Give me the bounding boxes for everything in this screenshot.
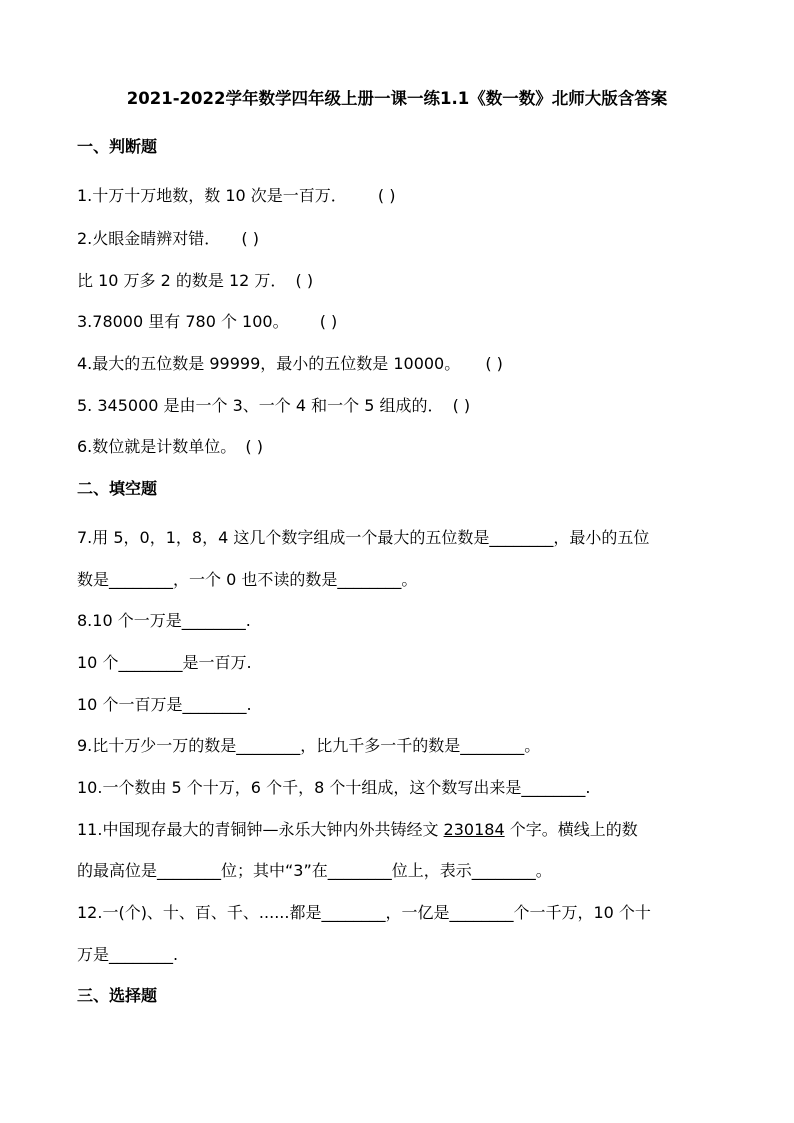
- question-2b-text: 比 10 万多 2 的数是 12 万．: [77, 271, 287, 290]
- question-6-text: 6.数位就是计数单位。: [77, 437, 237, 456]
- question-1-text: 1.十万十万地数，数 10 次是一百万．: [77, 186, 347, 205]
- question-7-line-1: 7.用 5，0，1，8，4 这几个数字组成一个最大的五位数是________，最小的五位: [77, 528, 650, 547]
- question-12-line-1: 12.一(个)、十、百、千、......都是________，一亿是________个一千万，10 个十: [77, 903, 651, 922]
- question-11-line-2: 的最高位是________位；其中“3”在________位上，表示________。: [77, 861, 552, 880]
- question-8-line-2: 10 个________是一百万.: [77, 653, 252, 672]
- question-3: [77, 311, 337, 333]
- question-5: [77, 395, 470, 417]
- section-heading-choice: 三、选择题: [77, 986, 158, 1005]
- section-heading-judge: 一、判断题: [77, 137, 158, 156]
- question-6-answer-blank: ( ): [245, 437, 263, 456]
- question-1-answer-blank: ( ): [377, 186, 396, 205]
- question-12-line-2: 万是________.: [77, 945, 179, 964]
- question-2-text: 2.火眼金睛辨对错．: [77, 229, 221, 248]
- question-5-answer-blank: ( ): [452, 396, 471, 415]
- question-11-underlined-number: 230184: [443, 820, 505, 839]
- question-4-answer-blank: ( ): [485, 354, 503, 373]
- question-2-answer-blank: ( ): [241, 229, 259, 248]
- question-11-text-b: 个字。横线上的数: [504, 820, 638, 839]
- question-3-answer-blank: ( ): [319, 312, 338, 331]
- question-5-text: 5. 345000 是由一个 3、一个 4 和一个 5 组成的．: [77, 396, 444, 415]
- document-title: 2021-2022学年数学四年级上册一课一练1.1《数一数》北师大版含答案: [126, 89, 668, 108]
- question-11-text-a: 11.中国现存最大的青铜钟—永乐大钟内外共铸经文: [77, 820, 444, 839]
- question-2b: [77, 270, 313, 292]
- question-8-line-1: 8.10 个一万是________.: [77, 611, 251, 630]
- question-8-line-3: 10 个一百万是________.: [77, 695, 252, 714]
- question-4: [77, 353, 503, 375]
- question-10: 10.一个数由 5 个十万，6 个千，8 个十组成，这个数写出来是________.: [77, 778, 591, 797]
- question-3-text: 3.78000 里有 780 个 100。: [77, 312, 289, 331]
- question-2b-answer-blank: ( ): [295, 271, 314, 290]
- section-heading-fill: 二、填空题: [77, 479, 158, 498]
- question-11-line-1: [77, 819, 638, 841]
- question-1: [77, 185, 395, 207]
- question-4-text: 4.最大的五位数是 99999，最小的五位数是 10000。: [77, 354, 461, 373]
- question-7-line-2: 数是________，一个 0 也不读的数是________。: [77, 570, 418, 589]
- question-2: [77, 228, 259, 250]
- question-6: [77, 436, 263, 458]
- question-9: 9.比十万少一万的数是________，比九千多一千的数是________。: [77, 736, 541, 755]
